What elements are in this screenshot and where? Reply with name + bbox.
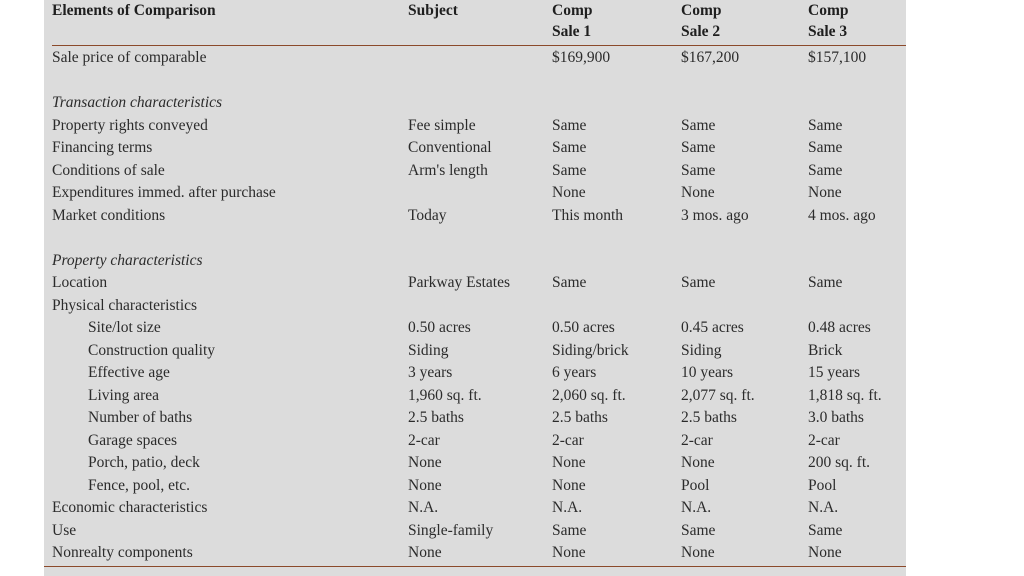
comp3-value: 3.0 baths: [808, 409, 864, 426]
header-subject: Subject: [408, 2, 458, 19]
row-label: Conditions of sale: [52, 161, 165, 179]
row-label: Use: [52, 521, 77, 539]
table-row: [52, 385, 906, 408]
table-row: [52, 115, 906, 138]
header-comp3-line1: Comp: [808, 2, 849, 19]
comp2-value: Same: [681, 116, 716, 134]
table-row: [52, 317, 906, 340]
comp2-value: $167,200: [681, 49, 740, 66]
header-elements: Elements of Comparison: [52, 2, 216, 19]
row-label: Site/lot size: [88, 319, 161, 336]
row-label: Location: [52, 274, 108, 291]
header-comp2-line1: Comp: [681, 2, 722, 19]
comp1-value: Same: [552, 139, 587, 156]
section-title: Transaction characteristics: [52, 94, 223, 111]
row-label: Fence, pool, etc.: [88, 476, 191, 494]
table-row: [52, 452, 906, 475]
transaction-section-heading: [52, 92, 906, 115]
subject-value: 0.50 acres: [408, 319, 471, 336]
table-row: [52, 430, 906, 453]
comp1-value: None: [552, 454, 586, 471]
comparison-grid: [52, 0, 906, 565]
comp2-value: Siding: [681, 341, 722, 359]
property-section-heading: [52, 250, 906, 273]
subject-value: 3 years: [408, 364, 453, 381]
row-label: Number of baths: [88, 409, 193, 426]
comp2-value: Same: [681, 521, 716, 539]
subject-value: Arm's length: [408, 161, 488, 179]
subject-value: Siding: [408, 341, 449, 359]
table-row: [52, 205, 906, 228]
comp1-value: None: [552, 544, 586, 561]
table-row: [52, 407, 906, 430]
table-bottom-rule: [44, 566, 906, 567]
row-label: Market conditions: [52, 206, 166, 224]
table-row: [52, 272, 906, 295]
comp3-value: Same: [808, 139, 843, 156]
row-label: Construction quality: [88, 341, 216, 359]
comp3-value: Same: [808, 521, 843, 539]
table-row: [52, 542, 906, 565]
comp2-value: 10 years: [681, 364, 734, 381]
comp3-value: 15 years: [808, 364, 861, 381]
subject-value: 2-car: [408, 431, 440, 449]
subject-value: Fee simple: [408, 116, 476, 134]
subject-value: Today: [408, 206, 447, 224]
comp1-value: 0.50 acres: [552, 319, 615, 336]
comp3-value: Same: [808, 161, 843, 179]
comp1-value: This month: [552, 206, 624, 224]
section-title: Property characteristics: [52, 251, 203, 269]
row-label: Physical characteristics: [52, 296, 198, 314]
comp1-value: 2.5 baths: [552, 409, 608, 426]
row-label: Sale price of comparable: [52, 49, 207, 66]
table-row: [52, 497, 906, 520]
comp3-value: N.A.: [808, 499, 839, 516]
row-label: Property rights conveyed: [52, 116, 208, 134]
comp3-value: 2-car: [808, 431, 840, 449]
comp1-value: None: [552, 184, 586, 201]
header-comp3: [808, 0, 848, 44]
subject-value: 1,960 sq. ft.: [408, 386, 482, 404]
header-comp2: [681, 0, 721, 44]
sale-price-row: [52, 47, 906, 70]
comp2-value: N.A.: [681, 499, 712, 516]
comp2-value: Pool: [681, 476, 710, 494]
table-row: [52, 340, 906, 363]
comp2-value: Same: [681, 139, 716, 156]
comp1-value: None: [552, 476, 586, 494]
row-label: Effective age: [88, 364, 170, 381]
comp1-value: 6 years: [552, 364, 597, 381]
comp2-value: 0.45 acres: [681, 319, 744, 336]
table-row: [52, 475, 906, 498]
header-comp3-line2: Sale 3: [808, 23, 848, 40]
subject-value: 2.5 baths: [408, 409, 464, 426]
comp2-value: 3 mos. ago: [681, 206, 749, 224]
comp2-value: None: [681, 454, 715, 471]
subject-value: None: [408, 454, 442, 471]
table-row: [52, 160, 906, 183]
table-row: [52, 362, 906, 385]
comp1-value: 2,060 sq. ft.: [552, 386, 626, 404]
subject-value: Parkway Estates: [408, 274, 511, 291]
comp2-value: 2.5 baths: [681, 409, 737, 426]
row-label: Financing terms: [52, 139, 153, 156]
header-comp2-line2: Sale 2: [681, 23, 721, 40]
table-row: [52, 182, 906, 205]
comp1-value: N.A.: [552, 499, 583, 516]
header-row: [52, 0, 906, 46]
comp3-value: 1,818 sq. ft.: [808, 386, 882, 404]
row-label: Porch, patio, deck: [88, 454, 200, 471]
comp3-value: $157,100: [808, 49, 867, 66]
table-row: [52, 520, 906, 543]
comp1-value: Same: [552, 116, 587, 134]
subject-value: Conventional: [408, 139, 492, 156]
comp3-value: 4 mos. ago: [808, 206, 876, 224]
comp2-value: None: [681, 544, 715, 561]
comp2-value: Same: [681, 161, 716, 179]
spacer-row: [52, 70, 906, 93]
comp3-value: Same: [808, 116, 843, 134]
subject-value: None: [408, 544, 442, 561]
comp2-value: 2,077 sq. ft.: [681, 386, 755, 404]
table-row: [52, 137, 906, 160]
subject-value: N.A.: [408, 499, 439, 516]
row-label: Living area: [88, 386, 160, 404]
header-comp1: [552, 0, 592, 44]
comp1-value: $169,900: [552, 49, 611, 66]
comp3-value: Same: [808, 274, 843, 291]
comp1-value: Same: [552, 521, 587, 539]
comp1-value: Same: [552, 161, 587, 179]
comp2-value: 2-car: [681, 431, 713, 449]
comp3-value: 200 sq. ft.: [808, 454, 870, 471]
row-label: Expenditures immed. after purchase: [52, 184, 276, 201]
comp3-value: 0.48 acres: [808, 319, 871, 336]
comp3-value: Pool: [808, 476, 837, 494]
comp1-value: Same: [552, 274, 587, 291]
subject-value: None: [408, 476, 442, 494]
subject-value: Single-family: [408, 521, 494, 539]
comp1-value: 2-car: [552, 431, 584, 449]
table-row: [52, 295, 906, 318]
comp3-value: None: [808, 544, 842, 561]
row-label: Garage spaces: [88, 431, 178, 449]
spacer-row: [52, 227, 906, 250]
comp2-value: None: [681, 184, 715, 201]
comp1-value: Siding/brick: [552, 341, 629, 359]
row-label: Nonrealty components: [52, 544, 193, 561]
comp3-value: None: [808, 184, 842, 201]
row-label: Economic characteristics: [52, 499, 208, 516]
header-comp1-line2: Sale 1: [552, 23, 592, 40]
comp3-value: Brick: [808, 341, 843, 359]
comp2-value: Same: [681, 274, 716, 291]
header-comp1-line1: Comp: [552, 2, 593, 19]
